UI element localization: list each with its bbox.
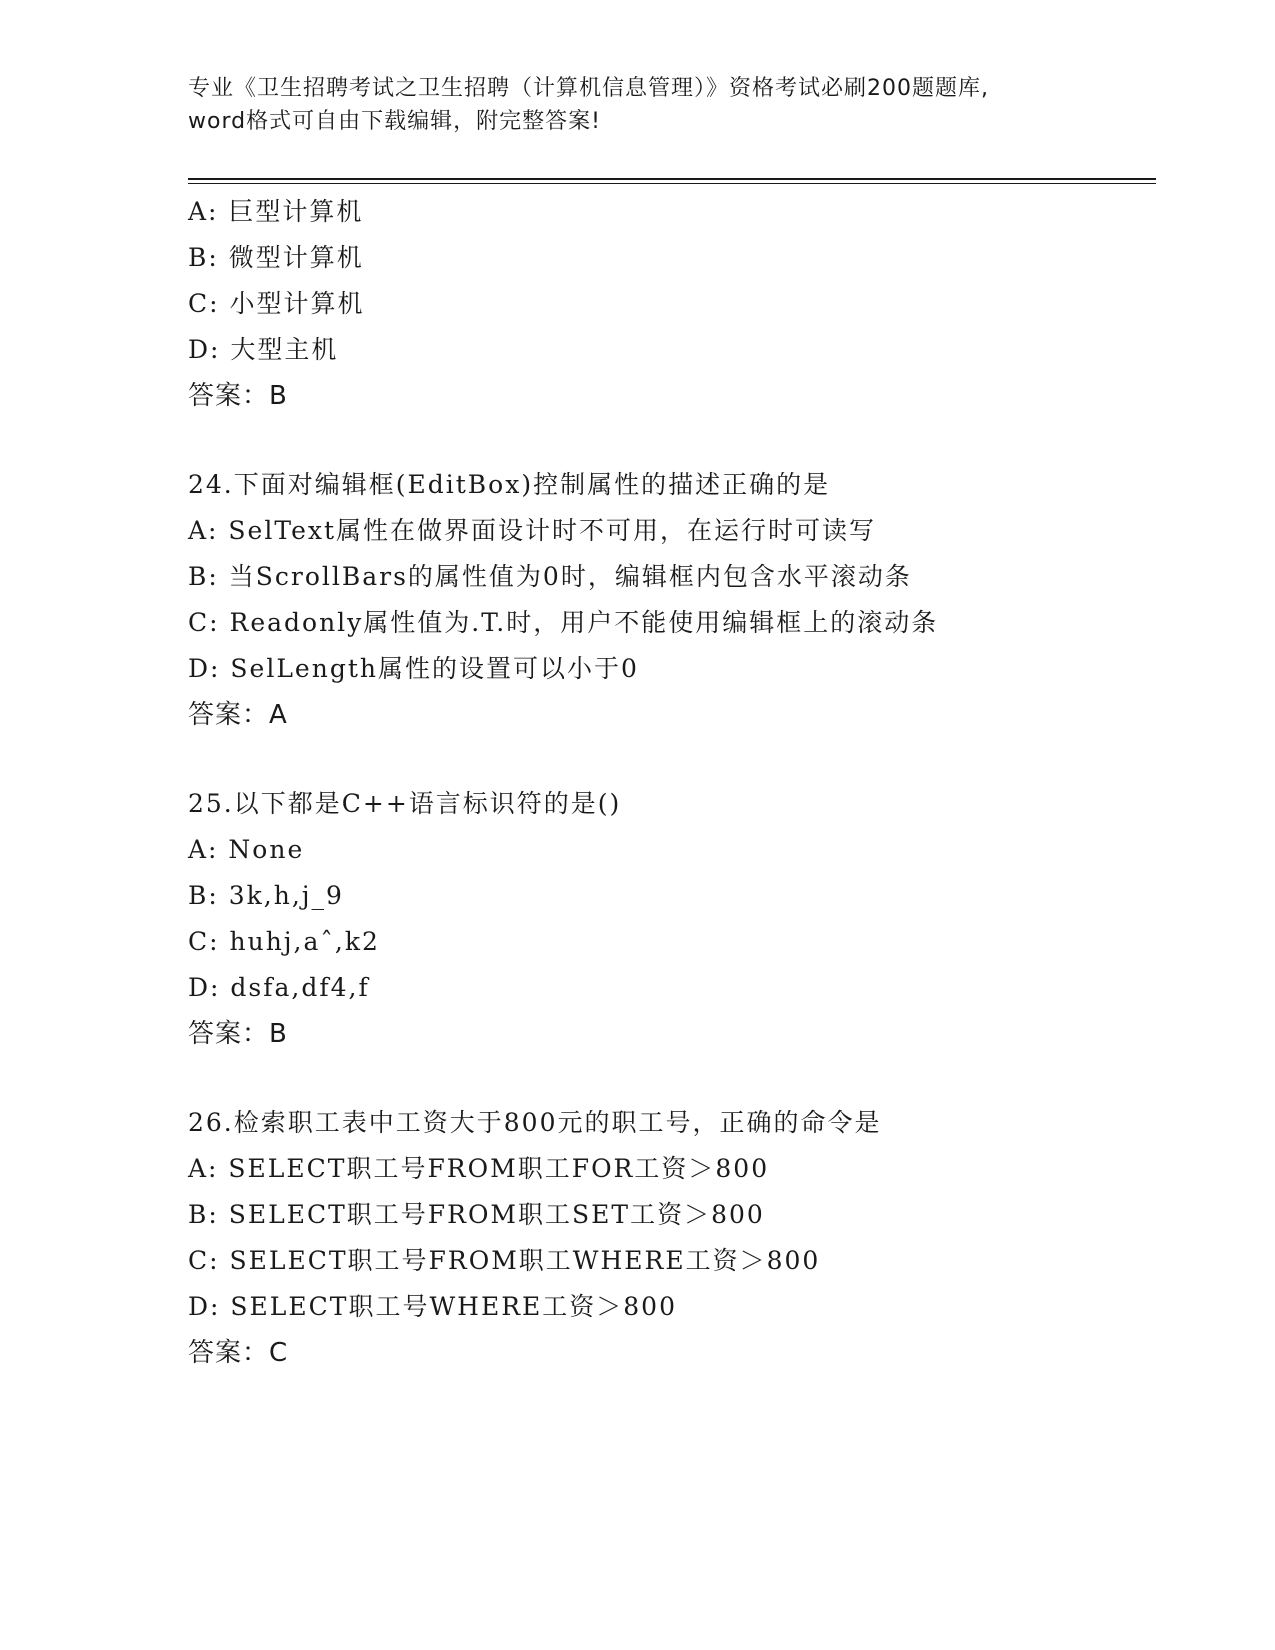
question-spacer [188, 419, 1148, 462]
option-b: B: SELECT职工号FROM职工SET工资＞800 [188, 1200, 765, 1229]
answer-line: 答案：B [188, 381, 288, 411]
option-c: C: 小型计算机 [188, 289, 365, 318]
header-line-1: 专业《卫生招聘考试之卫生招聘（计算机信息管理）》资格考试必刷200题题库, [188, 76, 989, 101]
question-spacer [188, 1057, 1148, 1100]
option-d: D: SelLength属性的设置可以小于0 [188, 654, 639, 683]
question-stem: 26.检索职工表中工资大于800元的职工号，正确的命令是 [188, 1108, 882, 1137]
answer-line: 答案：B [188, 1019, 288, 1049]
question-stem: 25.以下都是C++语言标识符的是() [188, 789, 622, 818]
option-a: A: SelText属性在做界面设计时不可用，在运行时可读写 [188, 516, 877, 545]
document-header [188, 72, 1088, 138]
option-c: C: huhj,aˆ,k2 [188, 927, 380, 956]
answer-line: 答案：C [188, 1338, 289, 1368]
option-c: C: SELECT职工号FROM职工WHERE工资＞800 [188, 1246, 821, 1275]
header-line-2: word格式可自由下载编辑，附完整答案! [188, 109, 601, 134]
question-24 [188, 462, 1148, 738]
header-divider-thin [188, 183, 1156, 184]
question-25 [188, 781, 1148, 1057]
option-a: A: 巨型计算机 [188, 197, 364, 226]
option-d: D: SELECT职工号WHERE工资＞800 [188, 1292, 677, 1321]
option-b: B: 微型计算机 [188, 243, 364, 272]
option-a: A: SELECT职工号FROM职工FOR工资＞800 [188, 1154, 770, 1183]
option-d: D: 大型主机 [188, 335, 339, 364]
option-a: A: None [188, 835, 305, 864]
question-fragment [188, 189, 1148, 419]
option-b: B: 当ScrollBars的属性值为0时，编辑框内包含水平滚动条 [188, 562, 912, 591]
question-stem: 24.下面对编辑框(EditBox)控制属性的描述正确的是 [188, 470, 831, 499]
question-spacer [188, 738, 1148, 781]
option-c: C: Readonly属性值为.T.时，用户不能使用编辑框上的滚动条 [188, 608, 939, 637]
option-d: D: dsfa,df4,f [188, 973, 370, 1002]
header-divider-thick [188, 178, 1156, 180]
question-26 [188, 1100, 1148, 1376]
answer-line: 答案：A [188, 700, 288, 730]
question-list [188, 189, 1148, 1376]
option-b: B: 3k,h,j_9 [188, 881, 344, 910]
